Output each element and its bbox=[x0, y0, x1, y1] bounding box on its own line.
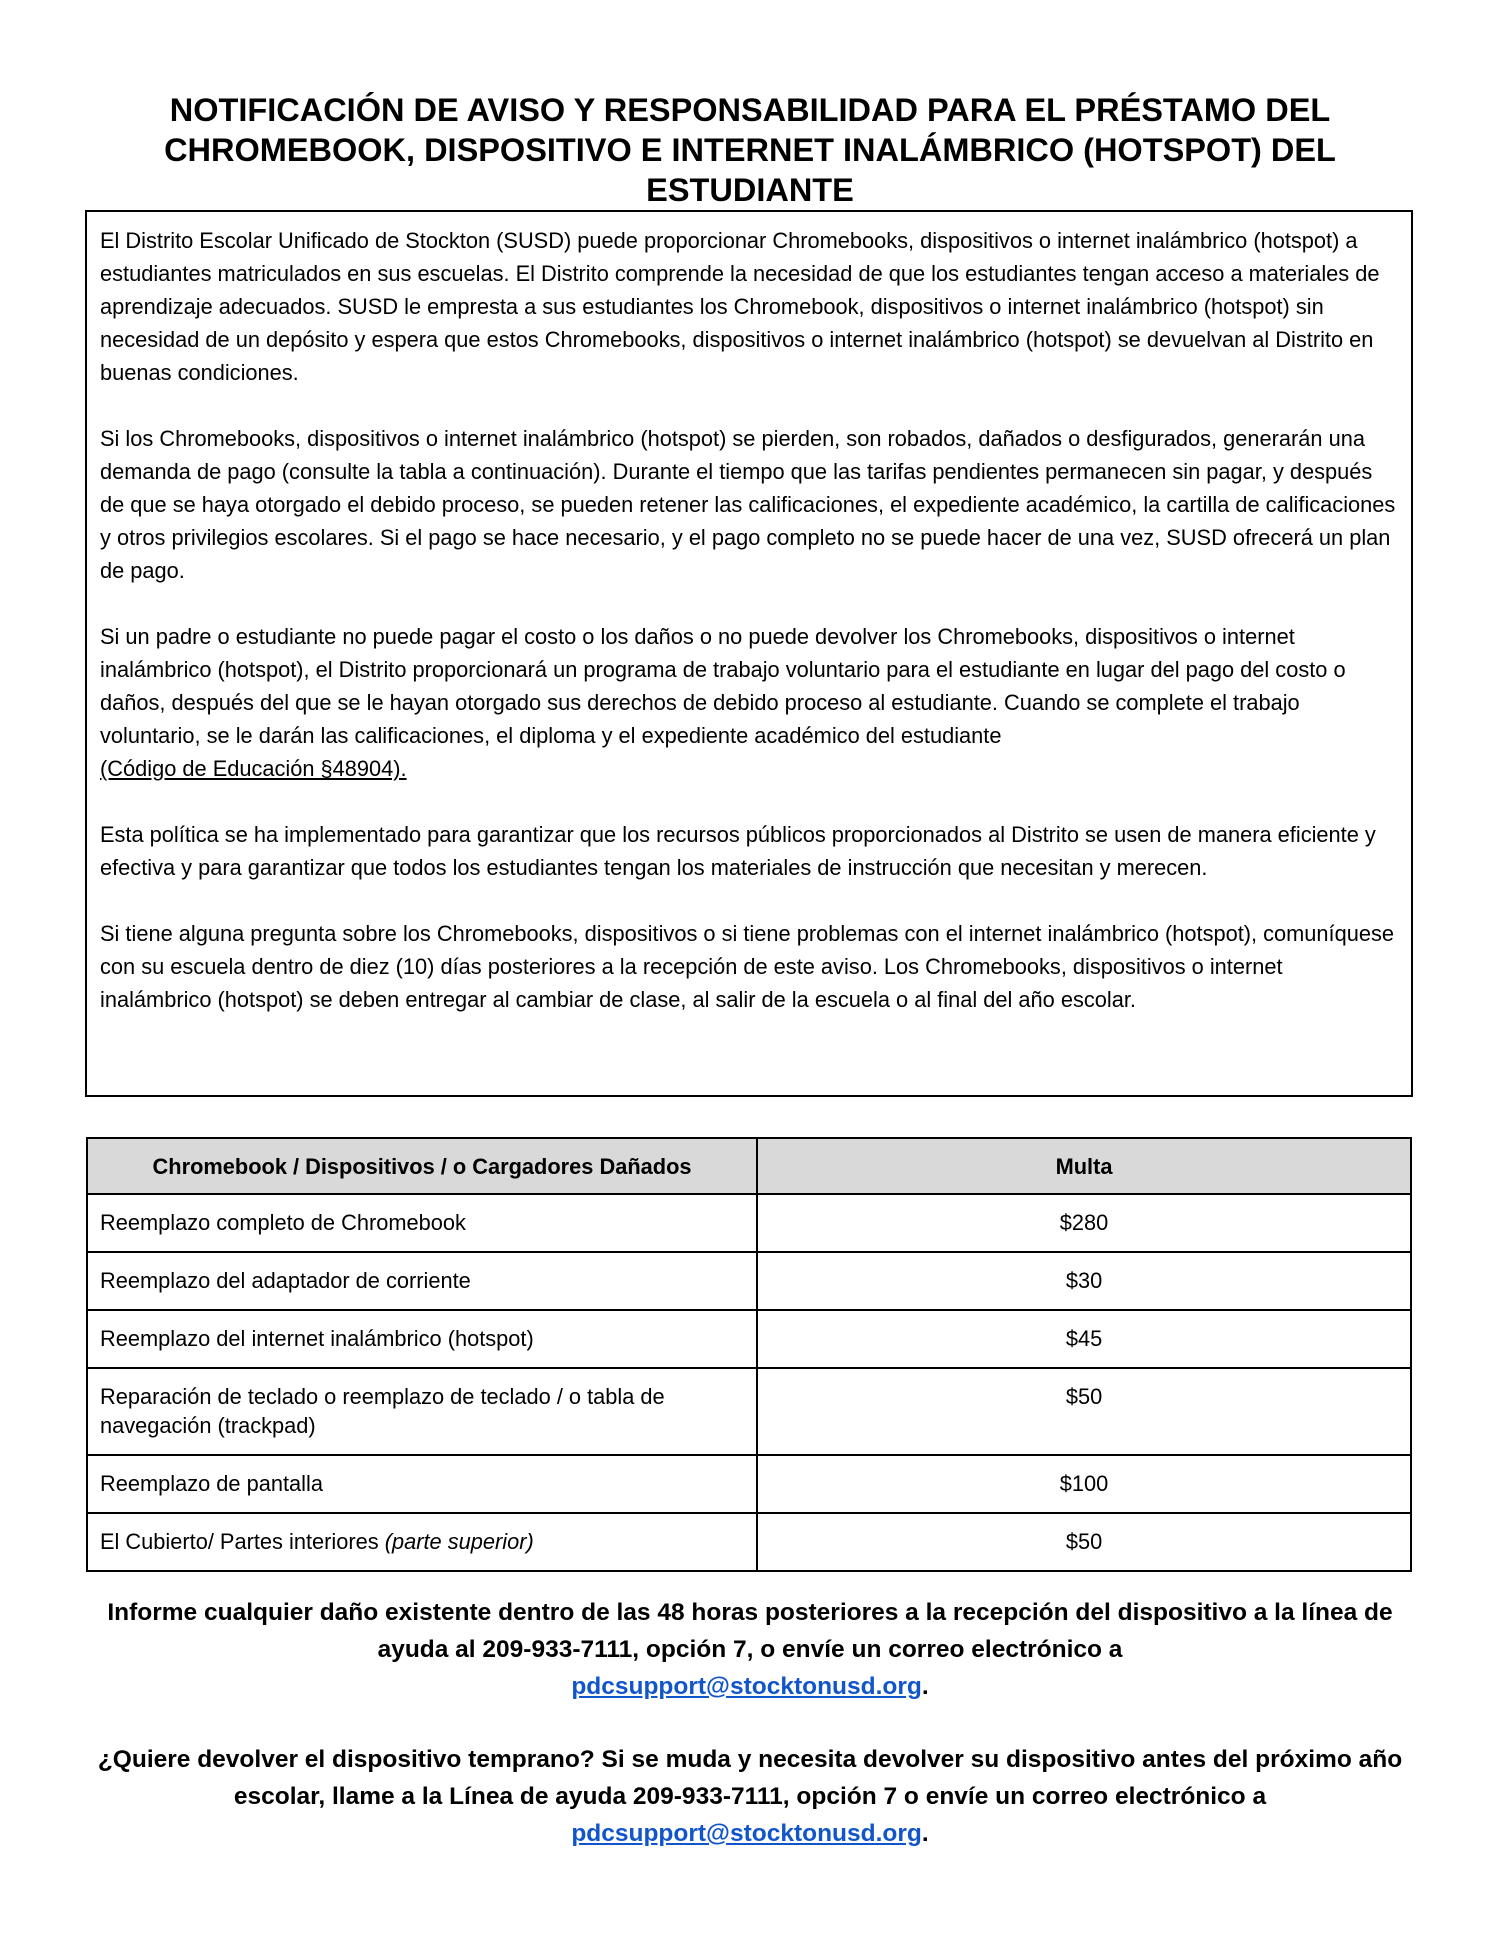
column-header-item: Chromebook / Dispositivos / o Cargadores Dañados bbox=[87, 1138, 757, 1194]
item-cell-text: El Cubierto/ Partes interiores bbox=[100, 1529, 379, 1554]
table-row bbox=[87, 1513, 1411, 1571]
column-header-fine: Multa bbox=[757, 1138, 1411, 1194]
item-cell: Reemplazo completo de Chromebook bbox=[87, 1194, 757, 1252]
table-row bbox=[87, 1194, 1411, 1252]
item-cell: Reemplazo del adaptador de corriente bbox=[87, 1252, 757, 1310]
early-return-note bbox=[80, 1741, 1420, 1852]
notice-paragraph-4: Esta política se ha implementado para garantizar que los recursos públicos proporcionados al Distrito se usen de manera eficiente y efectiva y para garantizar que todos los estudiantes tengan los materiales de instrucción que necesitan y merecen. bbox=[100, 822, 1376, 880]
damage-report-note bbox=[80, 1594, 1420, 1705]
item-cell: Reemplazo del internet inalámbrico (hotspot) bbox=[87, 1310, 757, 1368]
fee-cell: $45 bbox=[757, 1310, 1411, 1368]
table-row bbox=[87, 1368, 1411, 1455]
fee-cell: $50 bbox=[757, 1368, 1411, 1455]
notice-paragraph-3-text: Si un padre o estudiante no puede pagar el costo o los daños o no puede devolver los Chromebooks, dispositivos o internet inalámbrico (hotspot), el Distrito proporcionará un programa de trabajo voluntario para el estudiante en lugar del pago del costo o daños, después del que se le hayan otorgado sus derechos de debido proceso al estudiante. Cuando se complete el trabajo voluntario, se le darán las calificaciones, el diploma y el expediente académico del estudiante bbox=[100, 624, 1346, 748]
notice-paragraph-2: Si los Chromebooks, dispositivos o internet inalámbrico (hotspot) se pierden, son robados, dañados o desfigurados, generarán una demanda de pago (consulte la tabla a continuación). Durante el tiempo que las tarifas pendientes permanecen sin pagar, y después de que se haya otorgado el debido proceso, se pueden retener las calificaciones, el expediente académico, la cartilla de calificaciones y otros privilegios escolares. Si el pago se hace necesario, y el pago completo no se puede hacer de una vez, SUSD ofrecerá un plan de pago. bbox=[100, 426, 1396, 583]
notice-paragraph-1: El Distrito Escolar Unificado de Stockton (SUSD) puede proporcionar Chromebooks, dispositivos o internet inalámbrico (hotspot) a estudiantes matriculados en sus escuelas. El Distrito comprende la necesidad de que los estudiantes tengan acceso a materiales de aprendizaje adecuados. SUSD le empresta a sus estudiantes los Chromebook, dispositivos o internet inalámbrico (hotspot) sin necesidad de un depósito y espera que estos Chromebooks, dispositivos o internet inalámbrico (hotspot) se devuelvan al Distrito en buenas condiciones. bbox=[100, 228, 1380, 385]
period: . bbox=[921, 1673, 929, 1700]
table-row bbox=[87, 1455, 1411, 1513]
period: . bbox=[921, 1820, 929, 1847]
fee-cell: $50 bbox=[757, 1513, 1411, 1571]
notice-paragraph-5: Si tiene alguna pregunta sobre los Chromebooks, dispositivos o si tiene problemas con el internet inalámbrico (hotspot), comuníquese con su escuela dentro de diez (10) días posteriores a la recepción de este aviso. Los Chromebooks, dispositivos o internet inalámbrico (hotspot) se deben entregar al cambiar de clase, al salir de la escuela o al final del año escolar. bbox=[100, 921, 1394, 1012]
support-email-link[interactable]: pdcsupport@stocktonusd.org bbox=[571, 1673, 922, 1700]
support-email-link-2[interactable]: pdcsupport@stocktonusd.org bbox=[571, 1820, 922, 1847]
document-title bbox=[90, 90, 1410, 210]
item-cell: Reparación de teclado o reemplazo de teclado / o tabla de navegación (trackpad) bbox=[87, 1368, 757, 1455]
item-cell bbox=[87, 1513, 757, 1571]
table-row bbox=[87, 1252, 1411, 1310]
early-return-text: ¿Quiere devolver el dispositivo temprano? Si se muda y necesita devolver su dispositivo antes del próximo año escolar, llame a la Línea de ayuda 209-933-7111, opción 7 o envíe un correo electrónico a bbox=[97, 1746, 1403, 1810]
fee-cell: $30 bbox=[757, 1252, 1411, 1310]
title-line-2: CHROMEBOOK, DISPOSITIVO E INTERNET INALÁMBRICO (HOTSPOT) DEL bbox=[164, 132, 1336, 168]
notice-paragraph-3 bbox=[100, 620, 1399, 785]
table-header-row bbox=[87, 1138, 1411, 1194]
fines-table bbox=[86, 1137, 1412, 1572]
education-code-reference: (Código de Educación §48904). bbox=[100, 756, 407, 781]
damage-report-text: Informe cualquier daño existente dentro de las 48 horas posteriores a la recepción del dispositivo a la línea de ayuda al 209-933-7111, opción 7, o envíe un correo electrónico a bbox=[107, 1599, 1393, 1663]
notice-box bbox=[85, 210, 1413, 1097]
fee-cell: $100 bbox=[757, 1455, 1411, 1513]
item-cell: Reemplazo de pantalla bbox=[87, 1455, 757, 1513]
table-row bbox=[87, 1310, 1411, 1368]
title-line-1: NOTIFICACIÓN DE AVISO Y RESPONSABILIDAD PARA EL PRÉSTAMO DEL bbox=[169, 92, 1331, 128]
title-line-3: ESTUDIANTE bbox=[646, 172, 854, 208]
fee-cell: $280 bbox=[757, 1194, 1411, 1252]
item-cell-italic-note: (parte superior) bbox=[384, 1529, 534, 1554]
